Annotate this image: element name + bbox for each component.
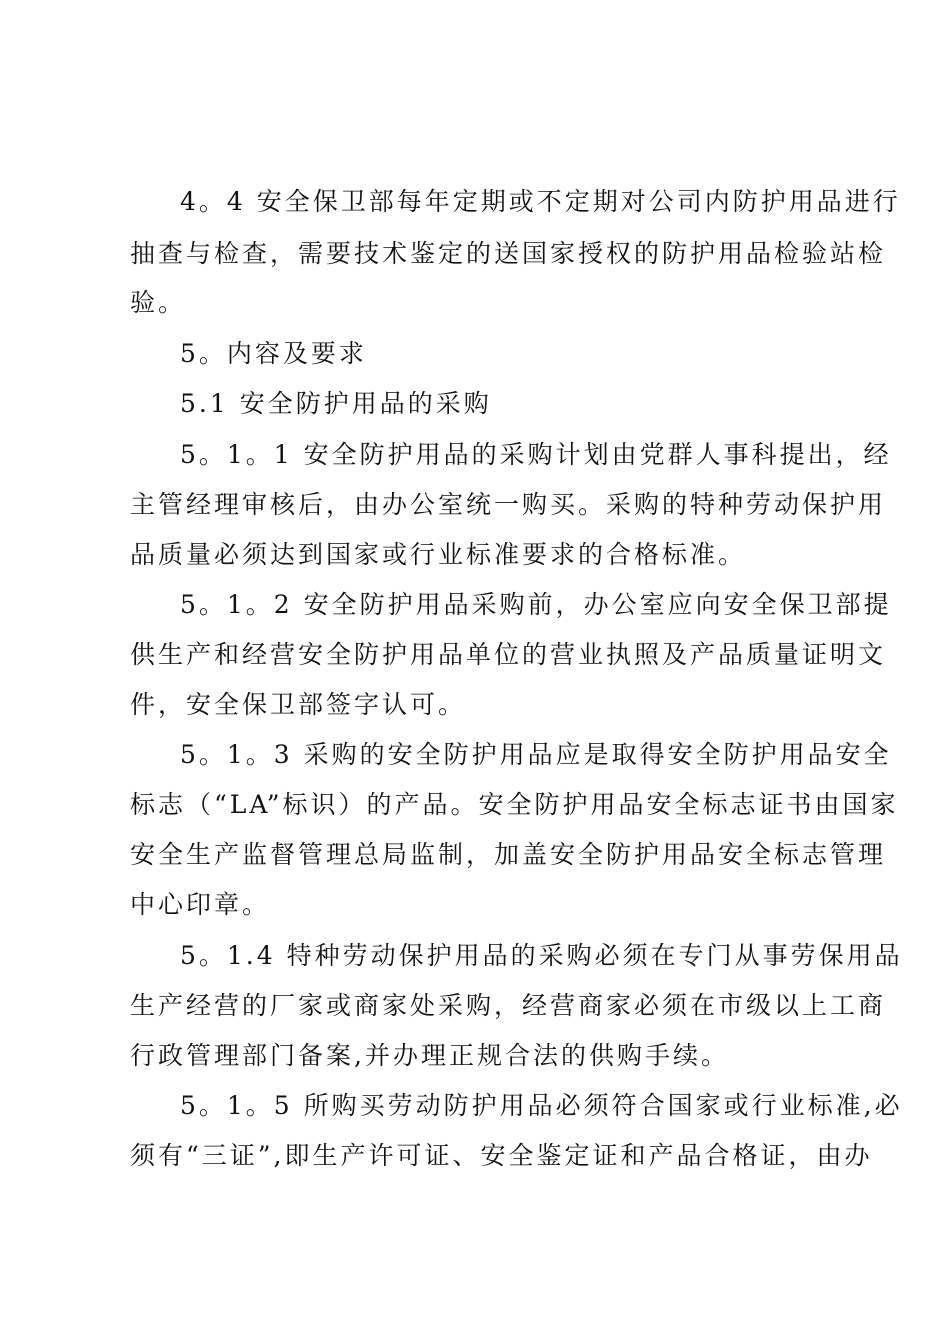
para-5-1-3-line-3: 安全生产监督管理总局监制，加盖安全防护用品安全标志管理 — [130, 840, 887, 869]
para-5-1-4-line-2: 生产经营的厂家或商家处采购，经营商家必须在市级以上工商 — [130, 991, 887, 1020]
para-5-1-1-line-2: 主管经理审核后，由办公室统一购买。采购的特种劳动保护用 — [130, 490, 887, 519]
para-5-1-1-line-3: 品质量必须达到国家或行业标准要求的合格标准。 — [130, 540, 747, 569]
para-5-1-2-line-1: 5。1。2 安全防护用品采购前，办公室应向安全保卫部提 — [180, 590, 892, 619]
para-5-1-5-line-1: 5。1。5 所购买劳动防护用品必须符合国家或行业标准,必 — [180, 1091, 903, 1120]
para-5-1-5-line-2: 须有“三证”,即生产许可证、安全鉴定证和产品合格证，由办 — [130, 1141, 873, 1170]
para-5-1-3-line-1: 5。1。3 采购的安全防护用品应是取得安全防护用品安全 — [180, 740, 892, 769]
section-5-1-heading: 5.1 安全防护用品的采购 — [180, 389, 492, 418]
para-5-1-4-line-1: 5。1.4 特种劳动保护用品的采购必须在专门从事劳保用品 — [180, 941, 903, 970]
para-5-1-1-line-1: 5。1。1 安全防护用品的采购计划由党群人事科提出，经 — [180, 440, 892, 469]
para-5-1-2-line-2: 供生产和经营安全防护用品单位的营业执照及产品质量证明文 — [130, 640, 887, 669]
para-5-1-3-line-4: 中心印章。 — [130, 890, 271, 919]
para-4-4-line-1: 4。4 安全保卫部每年定期或不定期对公司内防护用品进行 — [180, 187, 901, 216]
para-5-1-4-line-3: 行政管理部门备案,并办理正规合法的供购手续。 — [130, 1041, 729, 1070]
para-5-1-3-line-2: 标志（“LA”标识）的产品。安全防护用品安全标志证书由国家 — [130, 790, 899, 819]
para-4-4-line-2: 抽查与检查，需要技术鉴定的送国家授权的防护用品检验站检 — [130, 239, 887, 268]
para-5-1-2-line-3: 件，安全保卫部签字认可。 — [130, 690, 467, 719]
para-4-4-line-3: 验。 — [130, 288, 187, 317]
section-5-heading: 5。内容及要求 — [180, 339, 367, 368]
